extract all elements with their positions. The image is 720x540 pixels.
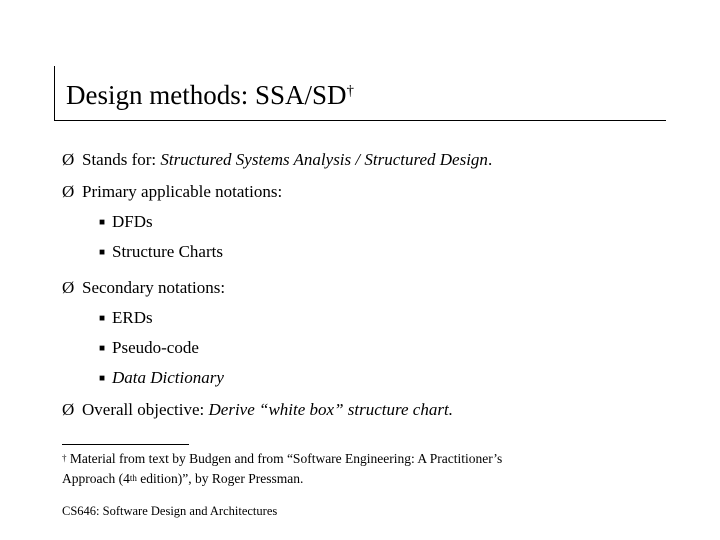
sub-bullet-label: Pseudo-code bbox=[112, 338, 199, 357]
title-rule-horizontal bbox=[54, 120, 666, 121]
footnote bbox=[62, 449, 502, 489]
sub-bullet-data-dictionary bbox=[99, 367, 224, 390]
bullet-value: Derive “white box” structure chart. bbox=[208, 400, 453, 419]
title-dagger: † bbox=[346, 83, 355, 99]
square-bullet-icon: ■ bbox=[99, 247, 106, 258]
square-bullet-icon: ■ bbox=[99, 373, 106, 384]
sub-bullet-label: Structure Charts bbox=[112, 242, 223, 261]
footnote-text: edition)”, by Roger Pressman. bbox=[136, 471, 304, 486]
footnote-line-1 bbox=[62, 449, 502, 469]
footnote-text: Material from text by Budgen and from “Software Engineering: A Practitioner’s bbox=[66, 451, 503, 466]
bullet-primary-notations bbox=[62, 181, 282, 203]
bullet-secondary-notations bbox=[62, 277, 225, 299]
arrow-bullet-icon: Ø bbox=[62, 150, 75, 169]
sub-bullet-label: DFDs bbox=[112, 212, 153, 231]
footnote-line-2 bbox=[62, 469, 502, 489]
title-rule-vertical bbox=[54, 66, 55, 120]
arrow-bullet-icon: Ø bbox=[62, 182, 75, 201]
footnote-superscript: th bbox=[129, 473, 137, 483]
arrow-bullet-icon: Ø bbox=[62, 278, 75, 297]
bullet-label: Primary applicable notations: bbox=[82, 182, 283, 201]
sub-bullet-erds bbox=[99, 307, 153, 330]
footnote-dagger: † bbox=[62, 453, 67, 463]
bullet-label: Secondary notations: bbox=[82, 278, 226, 297]
footnote-text: Approach (4 bbox=[62, 471, 130, 486]
square-bullet-icon: ■ bbox=[99, 217, 106, 228]
sub-bullet-structure-charts bbox=[99, 241, 223, 264]
arrow-bullet-icon: Ø bbox=[62, 400, 75, 419]
bullet-label: Stands for: bbox=[82, 150, 161, 169]
bullet-stands-for bbox=[62, 149, 492, 171]
sub-bullet-label: ERDs bbox=[112, 308, 153, 327]
slide-footer: CS646: Software Design and Architectures bbox=[62, 504, 278, 518]
bullet-value: Structured Systems Analysis / Structured Design bbox=[160, 150, 488, 169]
sub-bullet-dfds bbox=[99, 211, 153, 234]
sub-bullet-pseudo-code bbox=[99, 337, 199, 360]
square-bullet-icon: ■ bbox=[99, 343, 106, 354]
slide-title bbox=[66, 78, 354, 112]
footnote-rule bbox=[62, 444, 189, 445]
bullet-label: Overall objective: bbox=[82, 400, 209, 419]
bullet-overall-objective bbox=[62, 399, 453, 421]
square-bullet-icon: ■ bbox=[99, 313, 106, 324]
bullet-end: . bbox=[487, 150, 493, 169]
slide-title-text: Design methods: SSA/SD bbox=[66, 80, 347, 110]
sub-bullet-label: Data Dictionary bbox=[112, 368, 224, 387]
